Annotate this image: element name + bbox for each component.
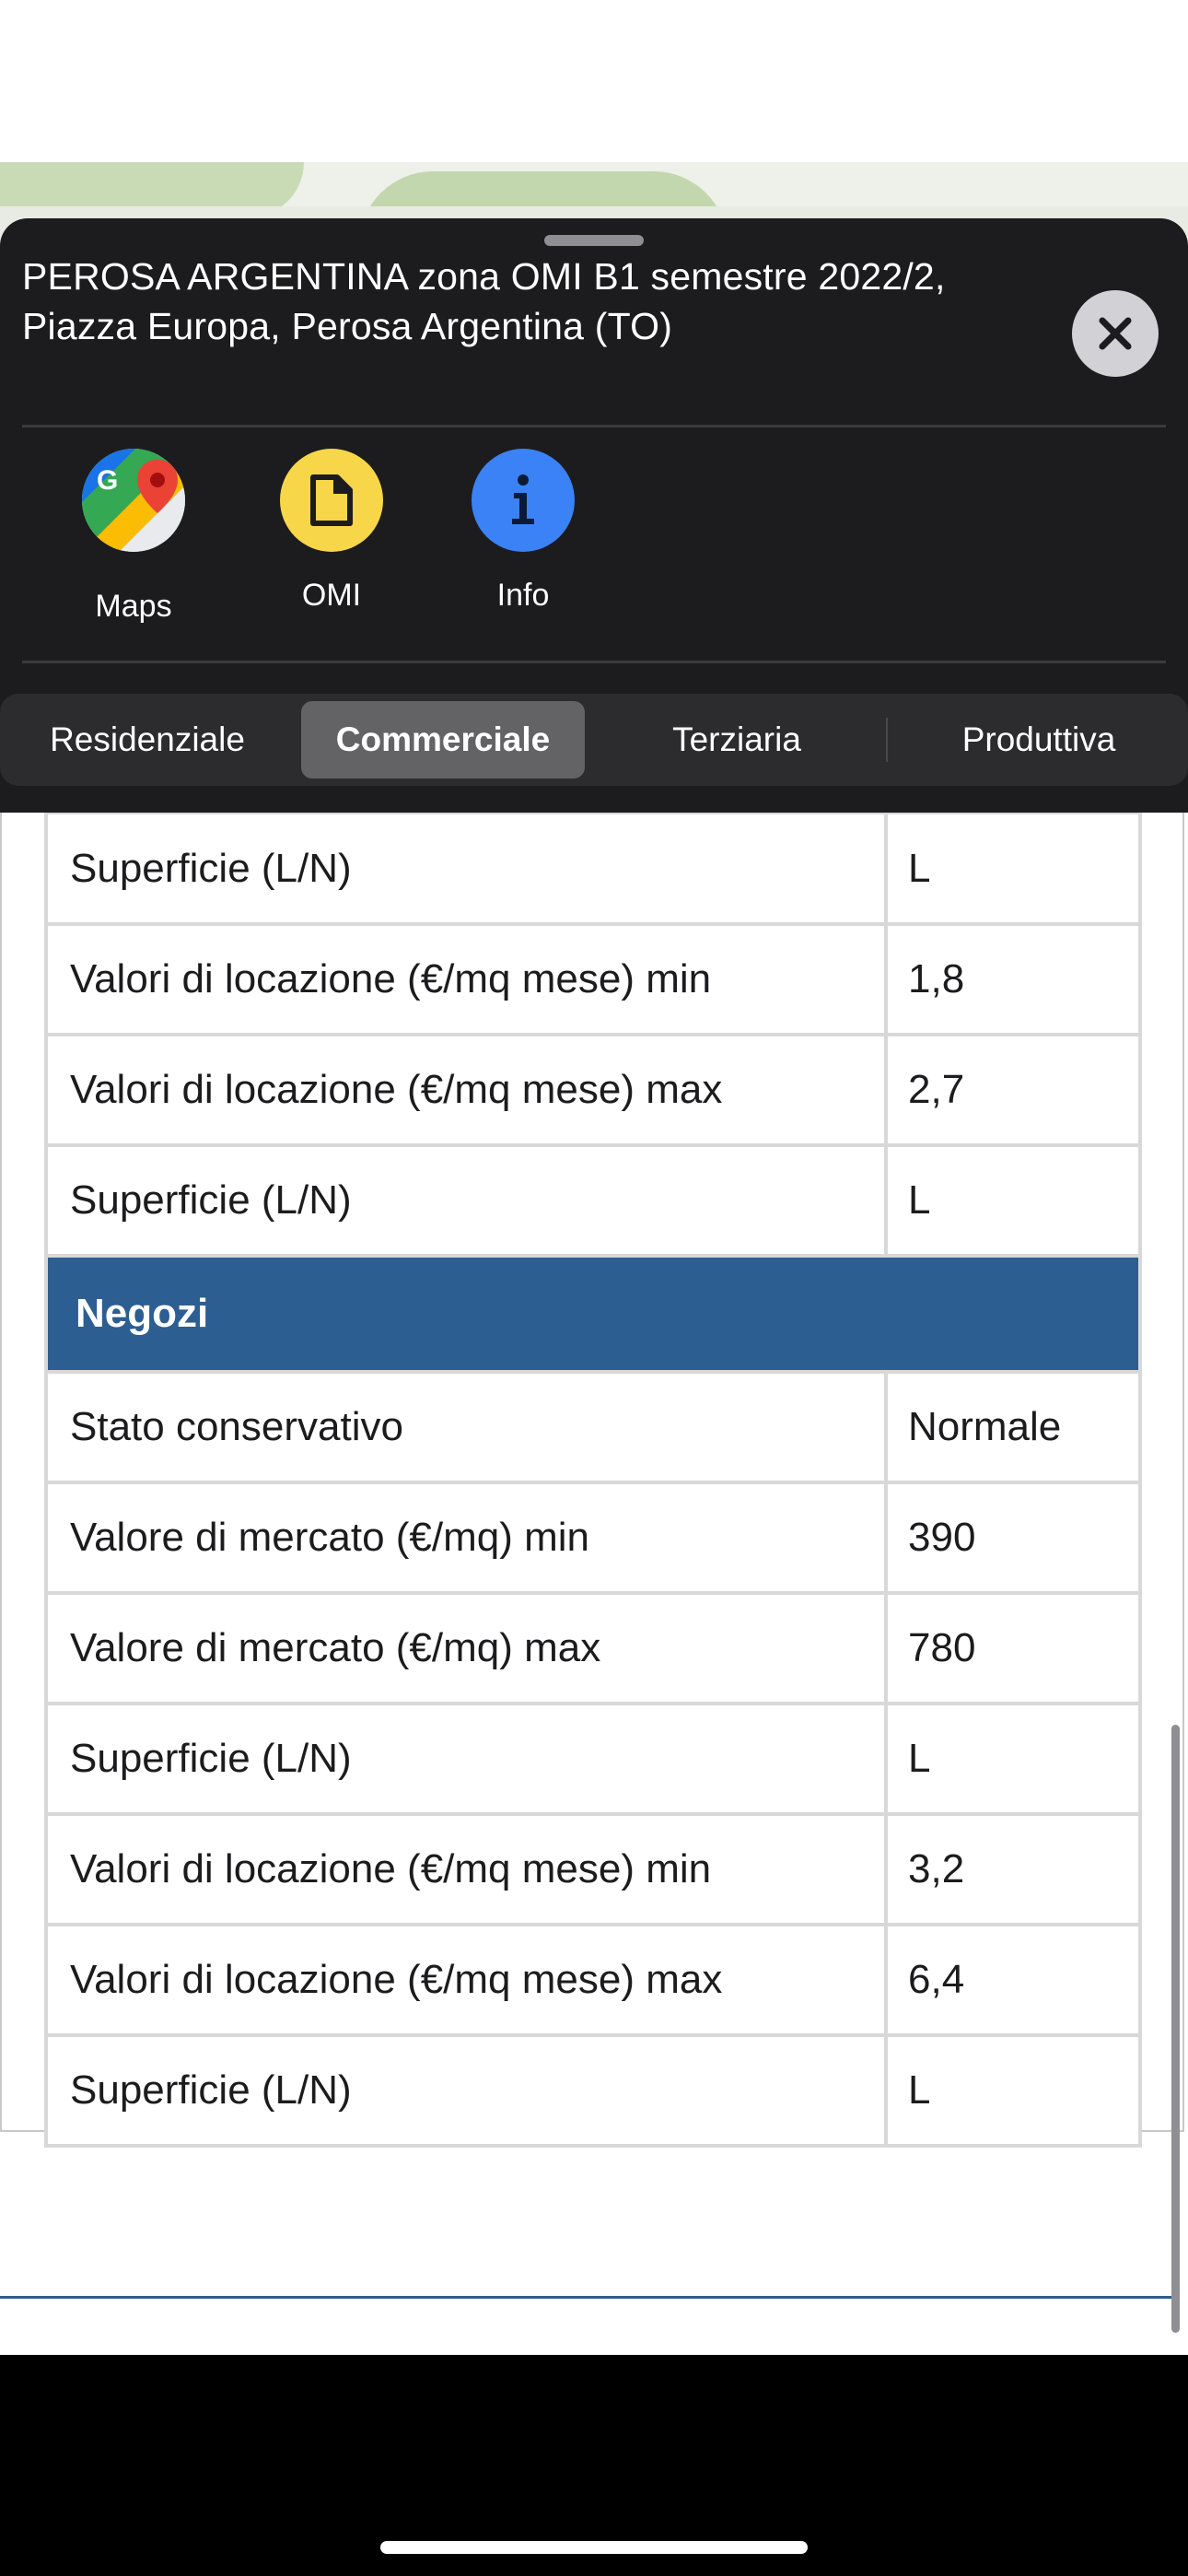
table-row [46,1482,1140,1593]
info-icon [472,449,575,552]
row-label: Superficie (L/N) [46,1704,886,1814]
row-value: L [886,1145,1140,1256]
segment-separator [886,718,888,762]
row-label: Valori di locazione (€/mq mese) max [46,1925,886,2035]
row-value: L [886,814,1140,924]
row-value: 2,7 [886,1035,1140,1145]
content-divider [0,2296,1179,2299]
table-row [46,1704,1140,1814]
row-value: L [886,2035,1140,2146]
table-row [46,1593,1140,1704]
table-row [46,1035,1140,1145]
row-value: 6,4 [886,1925,1140,2035]
row-label: Valore di mercato (€/mq) max [46,1593,886,1704]
divider [22,661,1166,663]
info-label: Info [496,578,550,613]
table-row [46,814,1140,924]
divider [22,425,1166,427]
row-label: Superficie (L/N) [46,814,886,924]
row-value: 780 [886,1593,1140,1704]
maps-label: Maps [95,589,172,624]
tab-commerciale[interactable]: Commerciale [301,701,585,779]
popup-title: PEROSA ARGENTINA zona OMI B1 semestre 2022/2, Piazza Europa, Perosa Argentina (TO) [22,255,946,347]
close-button[interactable] [1072,290,1159,377]
scrollbar[interactable] [1171,1725,1180,2333]
category-segmented-control [0,694,1188,786]
google-maps-icon [82,449,185,552]
row-label: Valori di locazione (€/mq mese) max [46,1035,886,1145]
row-value: Normale [886,1372,1140,1482]
home-indicator[interactable] [380,2541,808,2554]
table-row [46,924,1140,1035]
section-header-negozi: Negozi [46,1256,1140,1372]
maps-action[interactable] [55,449,212,625]
omi-values-table [44,813,1142,2148]
close-icon [1097,315,1134,352]
row-value: 1,8 [886,924,1140,1035]
row-label: Stato conservativo [46,1372,886,1482]
row-label: Valori di locazione (€/mq mese) min [46,1814,886,1925]
table-row [46,1814,1140,1925]
table-row [46,2035,1140,2146]
table-row [46,1925,1140,2035]
tab-produttiva[interactable]: Produttiva [961,720,1116,758]
row-label: Superficie (L/N) [46,2035,886,2146]
omi-label: OMI [301,578,362,613]
row-label: Valori di locazione (€/mq mese) min [46,924,886,1035]
tab-residenziale[interactable]: Residenziale [50,720,245,758]
row-label: Valore di mercato (€/mq) min [46,1482,886,1593]
document-icon [280,449,383,552]
row-value: 390 [886,1482,1140,1593]
web-content[interactable] [0,813,1188,2355]
tab-terziaria[interactable]: Terziaria [672,720,801,758]
table-row [46,1145,1140,1256]
info-action[interactable] [445,449,601,614]
sheet-grabber[interactable] [544,235,644,246]
section-header-row [46,1256,1140,1372]
omi-action[interactable] [253,449,410,614]
row-label: Superficie (L/N) [46,1145,886,1256]
row-value: 3,2 [886,1814,1140,1925]
svg-text:G: G [97,465,119,496]
row-value: L [886,1704,1140,1814]
table-row [46,1372,1140,1482]
